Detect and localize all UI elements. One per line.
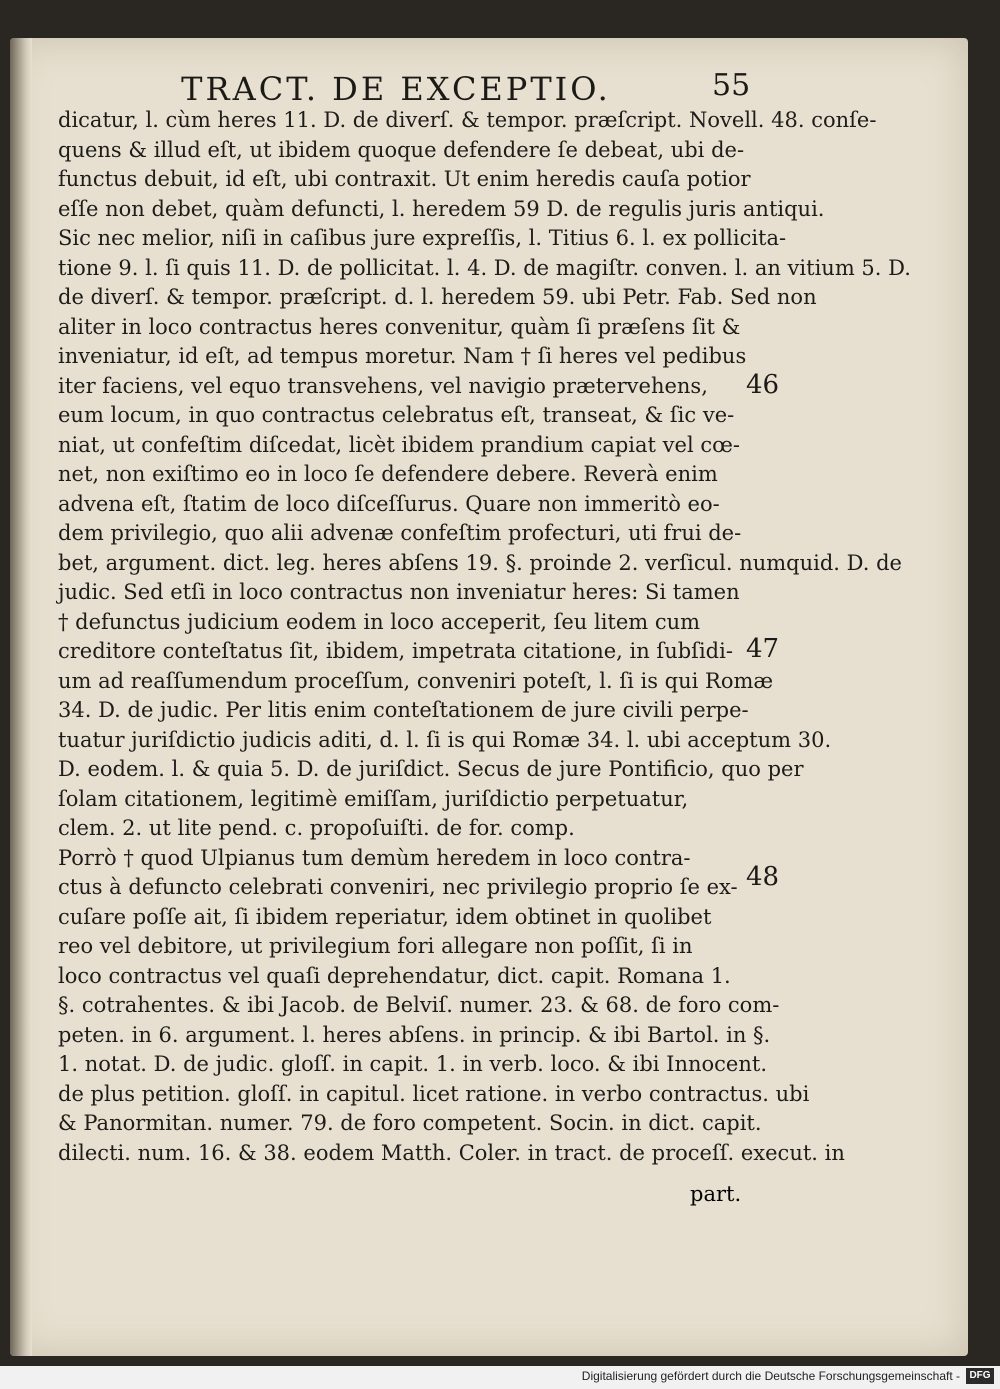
text-line: de diverſ. & tempor. præſcript. d. l. heredem 59. ubi Petr. Fab. Sed non (58, 285, 817, 309)
text-line: reo vel debitore, ut privilegium fori allegare non poſſit, ſi in (58, 934, 693, 958)
text-line: peten. in 6. argument. l. heres abſens. in princip. & ibi Bartol. in §. (58, 1022, 771, 1047)
page-gutter (10, 38, 32, 1356)
text-line: D. eodem. l. & quia 5. D. de juriſdict. Secus de jure Pontificio, quo per (58, 757, 804, 781)
text-line: aliter in loco contractus heres convenitur, quàm ſi præſens ſit & (58, 314, 741, 339)
text-line: tione 9. l. ſi quis 11. D. de pollicitat. l. 4. D. de magiſtr. conven. l. an vitium 5. D. (58, 255, 911, 280)
text-line: quens & illud eſt, ut ibidem quoque defendere ſe debeat, ubi de- (58, 137, 745, 162)
text-line: dem privilegio, quo alii advenæ confeſtim profecturi, uti frui de- (58, 521, 742, 545)
page-number: 55 (712, 68, 751, 103)
text-line: §. cotrahentes. & ibi Jacob. de Belviſ. numer. 23. & 68. de foro com- (58, 993, 780, 1017)
text-line: iter faciens, vel equo transvehens, vel navigio prætervehens, (58, 373, 708, 398)
text-line: advena eſt, ſtatim de loco diſceſſurus. Quare non immeritò eo- (58, 491, 720, 516)
dfg-logo: DFG (966, 1368, 994, 1384)
text-line: 1. notat. D. de judic. gloſſ. in capit. 1. in verb. loco. & ibi Innocent. (58, 1052, 767, 1076)
text-line: bet, argument. dict. leg. heres abſens 19. §. proinde 2. verſicul. numquid. D. de (58, 550, 902, 575)
text-line: dilecti. num. 16. & 38. eodem Matth. Coler. in tract. de proceſſ. execut. in (58, 1140, 845, 1165)
text-line: clem. 2. ut lite pend. c. propoſuiſti. de for. comp. (58, 816, 575, 840)
margin-number: 48 (746, 862, 780, 892)
text-line: judic. Sed etſi in loco contractus non inveniatur heres: Si tamen (58, 580, 740, 604)
text-line: loco contractus vel quaſi deprehendatur, dict. capit. Romana 1. (58, 963, 731, 988)
text-line: creditore conteſtatus ſit, ibidem, impetrata citatione, in ſubſidi- (58, 639, 733, 663)
text-line: & Panormitan. numer. 79. de foro competent. Socin. in dict. capit. (58, 1111, 762, 1135)
text-line: ctus à defuncto celebrati conveniri, nec privilegio proprio ſe ex- (58, 875, 738, 899)
text-line: 34. D. de judic. Per litis enim conteſtationem de jure civili perpe- (58, 698, 749, 722)
text-line: eſſe non debet, quàm defuncti, l. heredem 59 D. de regulis juris antiqui. (58, 196, 825, 221)
text-line: inveniatur, id eſt, ad tempus moretur. Nam † ſi heres vel pedibus (58, 344, 747, 368)
text-line: niat, ut confeſtim diſcedat, licèt ibidem prandium capiat vel cœ- (58, 432, 740, 457)
running-header: TRACT. DE EXCEPTIO. (181, 70, 611, 108)
catchword: part. (690, 1182, 742, 1206)
text-line: ſolam citationem, legitimè emiſſam, juriſdictio perpetuatur, (58, 786, 689, 811)
margin-number: 46 (746, 370, 780, 400)
text-line: cuſare poſſe ait, ſi ibidem reperiatur, idem obtinet in quolibet (58, 904, 712, 929)
text-line: Porrò † quod Ulpianus tum demùm heredem in loco contra- (58, 845, 691, 870)
text-line: tuatur juriſdictio judicis aditi, d. l. ſi is qui Romæ 34. l. ubi acceptum 30. (58, 727, 832, 752)
text-line: um ad reaſſumendum proceſſum, conveniri poteſt, l. ſi is qui Romæ (58, 668, 774, 693)
text-line: † defunctus judicium eodem in loco acceperit, ſeu litem cum (58, 609, 701, 634)
text-line: net, non exiſtimo eo in loco ſe defendere debere. Reverà enim (58, 462, 718, 486)
footer-credit: Digitalisierung gefördert durch die Deutsche Forschungsgemeinschaft - (581, 1369, 960, 1383)
text-line: Sic nec melior, niſi in caſibus jure expreſſis, l. Titius 6. l. ex pollicita- (58, 226, 787, 250)
text-line: dicatur, l. cùm heres 11. D. de diverſ. & tempor. præſcript. Novell. 48. conſe- (58, 108, 877, 132)
text-line: de plus petition. gloſſ. in capitul. licet ratione. in verbo contractus. ubi (58, 1081, 810, 1106)
text-line: functus debuit, id eſt, ubi contraxit. Ut enim heredis cauſa potior (58, 167, 751, 191)
margin-number: 47 (746, 634, 780, 664)
text-line: eum locum, in quo contractus celebratus eſt, transeat, & ſic ve- (58, 403, 735, 427)
